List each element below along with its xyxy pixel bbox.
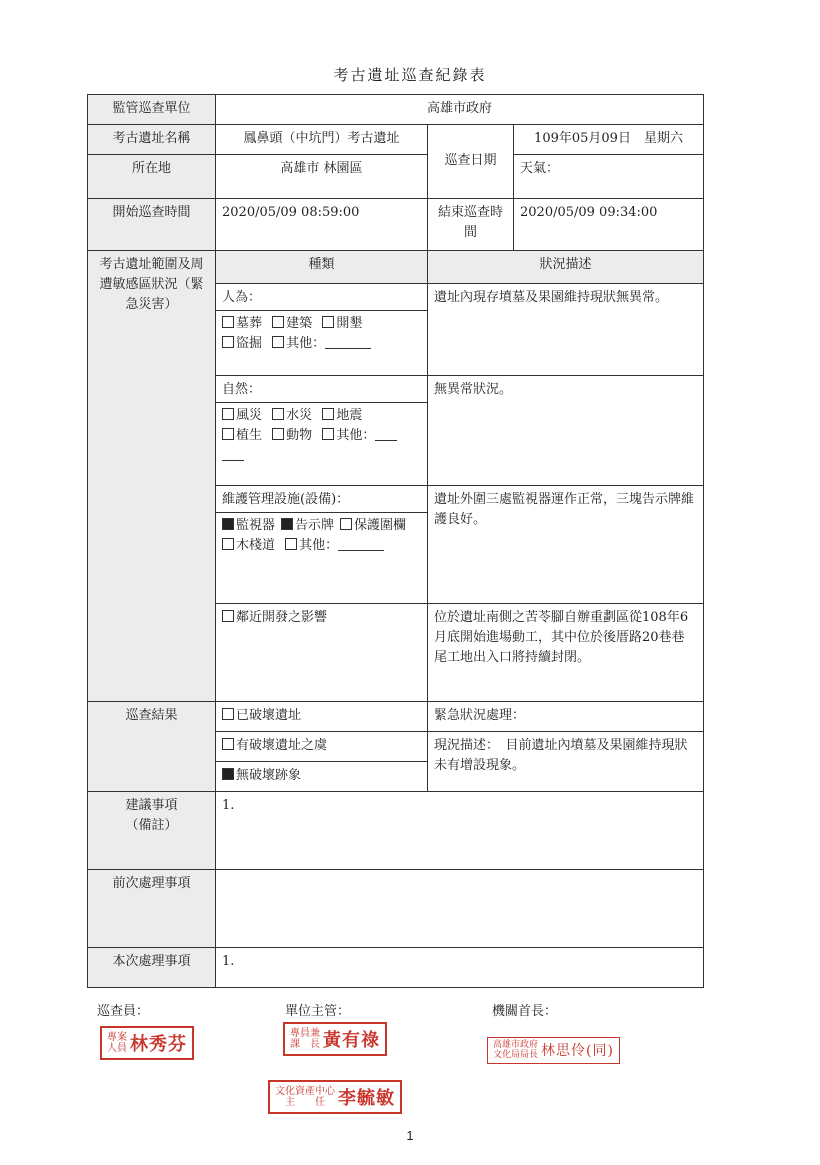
nature-other-line-2 — [222, 460, 244, 461]
current-status: 現況描述： 目前遺址內墳墓及果園維持現狀未有增設現象。 — [428, 732, 704, 792]
human-cell — [216, 284, 428, 376]
suggest-label-2: （備註） — [125, 818, 178, 834]
facility-other-line — [338, 550, 384, 551]
prev-value — [216, 870, 704, 948]
checkbox-no-damage[interactable] — [222, 768, 234, 780]
start-time-label: 開始巡查時間 — [88, 199, 216, 251]
suggest-label-1: 建議事項 — [125, 798, 178, 813]
opt-boardwalk: 木棧道 — [236, 538, 276, 554]
location-value: 高雄市 林園區 — [216, 155, 428, 199]
nature-title: 自然： — [222, 382, 262, 397]
checkbox-burial[interactable] — [222, 316, 234, 328]
curr-label: 本次處理事項 — [88, 948, 216, 988]
opt-earthquake: 地震 — [336, 408, 363, 424]
opt-looting: 盜掘 — [236, 336, 263, 352]
opt-cultivation: 開墾 — [336, 316, 363, 332]
col-type-header: 種類 — [216, 251, 428, 284]
supervisor-label: 單位主管： — [285, 1004, 351, 1019]
checkbox-cultivation[interactable] — [322, 316, 334, 328]
site-name-label: 考古遺址名稱 — [88, 125, 216, 155]
head-label: 機關首長： — [492, 1004, 558, 1019]
opt-destroyed: 已破壞遺址 — [236, 708, 302, 723]
checkbox-building[interactable] — [272, 316, 284, 328]
form-title: 考古遺址巡查紀錄表 — [333, 66, 487, 84]
checkbox-boardwalk[interactable] — [222, 538, 234, 550]
result-label: 巡查結果 — [88, 702, 216, 792]
opt-wind: 風災 — [236, 408, 263, 424]
checkbox-cctv[interactable] — [222, 518, 234, 530]
checkbox-risk[interactable] — [222, 738, 234, 750]
opt-flood: 水災 — [286, 408, 313, 424]
checkbox-animals[interactable] — [272, 428, 284, 440]
opt-building: 建築 — [286, 316, 313, 332]
col-status-header: 狀況描述 — [428, 251, 704, 284]
suggest-value: 1. — [216, 792, 704, 870]
opt-nature-other: 其他： — [336, 428, 376, 444]
checkbox-flood[interactable] — [272, 408, 284, 420]
facility-desc: 遺址外圍三處監視器運作正常，三塊告示牌維護良好。 — [428, 486, 704, 604]
opt-burial: 墓葬 — [236, 316, 263, 332]
inspection-form — [87, 94, 704, 988]
opt-facility-other: 其他： — [299, 538, 339, 554]
checkbox-signboard[interactable] — [281, 518, 293, 530]
end-time-label: 結束巡查時間 — [428, 199, 514, 251]
weather-label: 天氣： — [514, 155, 704, 199]
human-title: 人為： — [222, 290, 262, 305]
scope-label: 考古遺址範圍及周遭敏感區狀況（緊急災害） — [88, 251, 216, 702]
location-label: 所在地 — [88, 155, 216, 199]
opt-human-other: 其他： — [286, 336, 326, 352]
supervisor-seal: 專員兼 課 長 黃有祿 — [283, 1022, 387, 1056]
nearby-desc: 位於遺址南側之苦苓腳自辦重劃區從108年6月底開始進場動工，其中位於後厝路20巷巷尾工地出入口將持續封閉。 — [428, 604, 704, 702]
opt-plants: 植生 — [236, 428, 263, 444]
center-seal: 文化資產中心 主 任 李毓敏 — [268, 1080, 402, 1114]
emergency-label: 緊急狀況處理： — [428, 702, 704, 732]
inspector-label: 巡查員： — [97, 1004, 150, 1019]
opt-cctv: 監視器 — [236, 518, 276, 534]
nature-desc: 無異常狀況。 — [428, 376, 704, 486]
checkbox-nature-other[interactable] — [322, 428, 334, 440]
opt-signboard: 告示牌 — [295, 518, 335, 534]
nearby-cell — [216, 604, 428, 702]
facility-cell — [216, 486, 428, 604]
end-time-value: 2020/05/09 09:34:00 — [514, 199, 704, 251]
inspector-seal: 專案 人員 林秀芬 — [100, 1026, 194, 1060]
human-other-line — [325, 348, 371, 349]
nature-cell — [216, 376, 428, 486]
head-seal: 高雄市政府 文化局局長 林思伶(同) — [487, 1037, 620, 1064]
nature-other-line — [375, 440, 397, 441]
unit-label: 監管巡查單位 — [88, 95, 216, 125]
opt-animals: 動物 — [286, 428, 313, 444]
opt-nearby: 鄰近開發之影響 — [236, 610, 328, 625]
date-label: 巡查日期 — [428, 125, 514, 199]
checkbox-destroyed[interactable] — [222, 708, 234, 720]
checkbox-plants[interactable] — [222, 428, 234, 440]
checkbox-human-other[interactable] — [272, 336, 284, 348]
opt-no-damage: 無破壞跡象 — [236, 768, 302, 783]
checkbox-facility-other[interactable] — [285, 538, 297, 550]
facility-title: 維護管理設施(設備)： — [222, 492, 350, 507]
date-value: 109年05月09日 星期六 — [514, 125, 704, 155]
human-desc: 遺址內現存墳墓及果園維持現狀無異常。 — [428, 284, 704, 376]
checkbox-wind[interactable] — [222, 408, 234, 420]
checkbox-earthquake[interactable] — [322, 408, 334, 420]
opt-risk: 有破壞遺址之虞 — [236, 738, 328, 753]
suggest-label — [88, 792, 216, 870]
unit-value: 高雄市政府 — [216, 95, 704, 125]
checkbox-looting[interactable] — [222, 336, 234, 348]
checkbox-fence[interactable] — [340, 518, 352, 530]
page-number: 1 — [406, 1128, 414, 1143]
opt-fence: 保護圍欄 — [354, 518, 407, 534]
checkbox-nearby[interactable] — [222, 610, 234, 622]
prev-label: 前次處理事項 — [88, 870, 216, 948]
start-time-value: 2020/05/09 08:59:00 — [216, 199, 428, 251]
site-name-value: 鳳鼻頭（中坑門）考古遺址 — [216, 125, 428, 155]
curr-value: 1. — [216, 948, 704, 988]
